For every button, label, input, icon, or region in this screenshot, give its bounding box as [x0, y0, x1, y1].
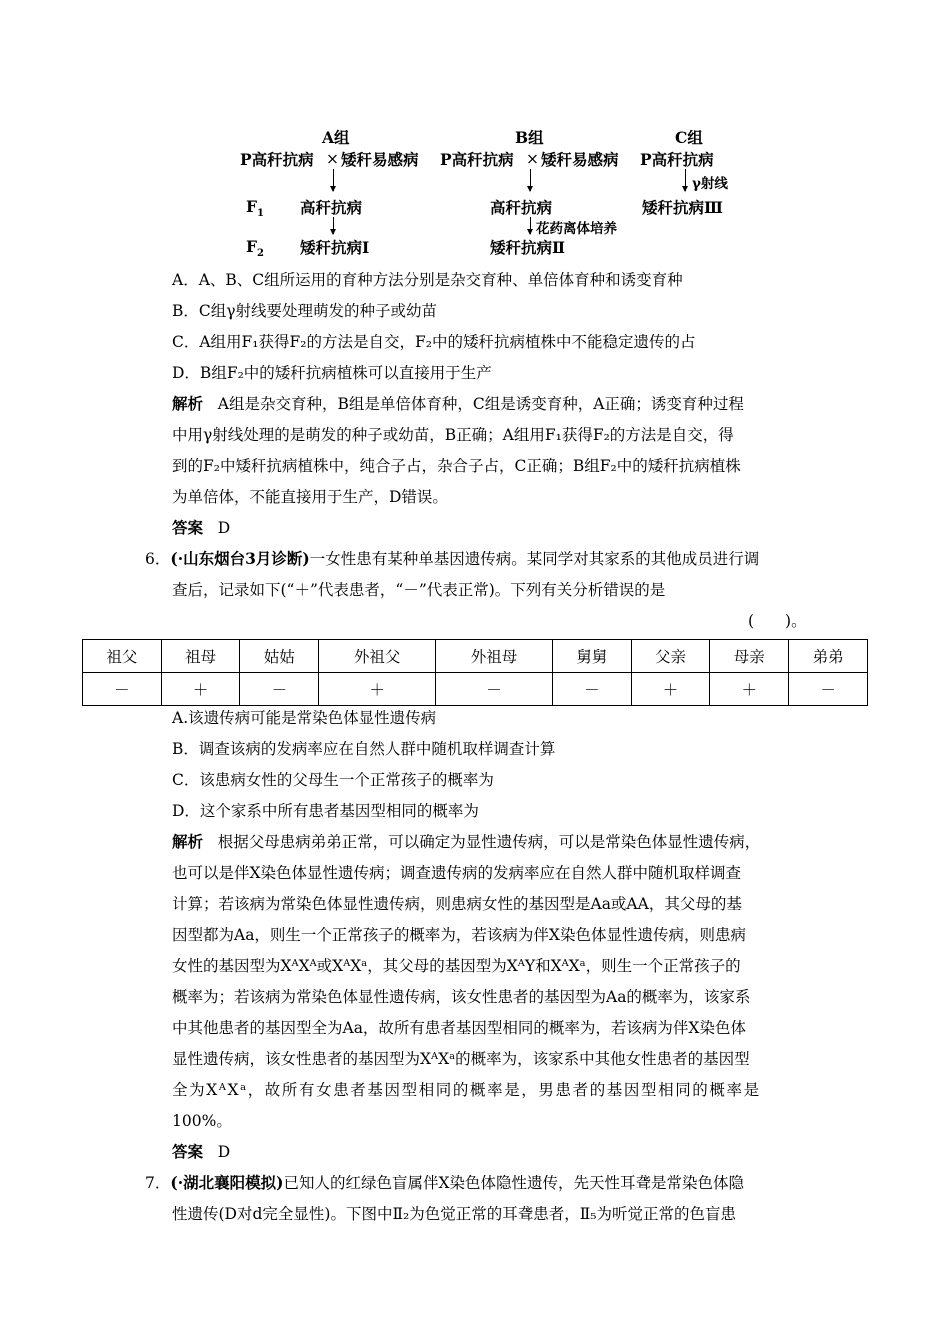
table-cell: ＋ [631, 673, 710, 706]
table-cell: － [83, 673, 162, 706]
table-cell: ＋ [161, 673, 240, 706]
table-cell: － [552, 673, 631, 706]
group-a-title: A组 [322, 128, 350, 147]
q6-option-a: A.该遗传病可能是常染色体显性遗传病 [172, 709, 437, 727]
table-header-cell: 祖父 [83, 640, 162, 673]
table-header-cell: 姑姑 [240, 640, 319, 673]
q6-analysis-line-10: 100%。 [172, 1112, 232, 1130]
q6-answer-blank: ( )。 [748, 612, 807, 630]
group-b-cross: × [526, 150, 539, 168]
q6-analysis-line-9: 全为XᴬXᵃ，故所有女患者基因型相同的概率是，男患者的基因型相同的概率是 [172, 1081, 761, 1099]
arrow-down-icon [530, 169, 531, 191]
q6-analysis-line-6: 概率为；若该病为常染色体显性遗传病，该女性患者的基因型为Aa的概率为，该家系 [172, 988, 751, 1006]
group-b-parent-right: 矮秆易感病 [541, 150, 619, 169]
group-b-parent-left: P高秆抗病 [440, 150, 514, 169]
group-a-parent-left: P高秆抗病 [240, 150, 314, 169]
q6-answer: 答案 D [172, 1142, 231, 1161]
q6-stem-line-1: 6．(·山东烟台3月诊断)一女性患有某种单基因遗传病。某同学对其家系的其他成员进行调 [145, 549, 760, 568]
q7-source: (·湖北襄阳模拟) [170, 1173, 284, 1192]
group-a-f1: 高秆抗病 [300, 198, 363, 217]
table-cell: ＋ [710, 673, 789, 706]
q5-answer: 答案 D [172, 518, 231, 537]
q6-option-b: B．调查该病的发病率应在自然人群中随机取样调查计算 [172, 740, 556, 758]
q7-stem-line-1: 7．(·湖北襄阳模拟)已知人的红绿色盲属伴X染色体隐性遗传，先天性耳聋是常染色体隐 [145, 1173, 744, 1192]
group-b-f2: 矮秆抗病Ⅱ [490, 238, 566, 257]
q5-analysis-line-3: 到的F₂中矮秆抗病植株中，纯合子占，杂合子占，C正确；B组F₂中的矮秆抗病植株 [172, 457, 741, 475]
group-a-cross: × [326, 150, 339, 168]
table-header-row [83, 640, 868, 673]
q6-option-c: C．该患病女性的父母生一个正常孩子的概率为 [172, 771, 494, 789]
table-cell: － [789, 673, 868, 706]
q6-option-d: D．这个家系中所有患者基因型相同的概率为 [172, 802, 479, 820]
table-header-cell: 舅舅 [552, 640, 631, 673]
q6-analysis-line-4: 因型都为Aa，则生一个正常孩子的概率为，若该病为伴X染色体显性遗传病，则患病 [172, 926, 746, 944]
q5-option-b: B．C组γ射线要处理萌发的种子或幼苗 [172, 302, 438, 320]
group-c-method: γ射线 [692, 176, 728, 192]
table-header-cell: 父亲 [631, 640, 710, 673]
q6-source: (·山东烟台3月诊断) [170, 549, 310, 568]
q6-analysis-line-1: 解析 根据父母患病弟弟正常，可以确定为显性遗传病，可以是常染色体显性遗传病， [172, 832, 761, 851]
q7-stem-line-2: 性遗传(D对d完全显性)。下图中Ⅱ₂为色觉正常的耳聋患者，Ⅱ₅为听觉正常的色盲患 [172, 1205, 736, 1223]
q6-analysis-line-8: 显性遗传病，该女性患者的基因型为XᴬXᵃ的概率为，该家系中其他女性患者的基因型 [172, 1050, 750, 1068]
q6-stem-line-2: 查后，记录如下(“＋”代表患者，“－”代表正常)。下列有关分析错误的是 [172, 581, 666, 599]
arrow-down-icon [333, 217, 334, 234]
group-a-parent-right: 矮秆易感病 [341, 150, 419, 169]
group-c-parent: P高秆抗病 [640, 150, 714, 169]
arrow-down-icon [685, 169, 686, 191]
group-c-title: C组 [675, 128, 703, 147]
group-c-result: 矮秆抗病Ⅲ [642, 198, 723, 217]
family-record-table [82, 639, 868, 706]
group-b-method: 花药离体培养 [536, 221, 617, 237]
table-header-cell: 弟弟 [789, 640, 868, 673]
f2-label: $F_2$ [246, 237, 264, 260]
group-b-title: B组 [515, 128, 544, 147]
q5-analysis-line-4: 为单倍体，不能直接用于生产，D错误。 [172, 488, 448, 506]
arrow-down-icon [530, 217, 531, 234]
q5-analysis-line-1: 解析 A组是杂交育种，B组是单倍体育种，C组是诱变育种，A正确；诱变育种过程 [172, 394, 744, 413]
table-header-cell: 母亲 [710, 640, 789, 673]
q6-analysis-line-5: 女性的基因型为XᴬXᴬ或XᴬXᵃ，其父母的基因型为XᴬY和XᴬXᵃ，则生一个正常孩子的 [172, 957, 741, 975]
table-header-cell: 外祖母 [436, 640, 553, 673]
table-header-cell: 外祖父 [319, 640, 436, 673]
q5-analysis-line-2: 中用γ射线处理的是萌发的种子或幼苗，B正确；A组用F₁获得F₂的方法是自交，得 [172, 426, 734, 444]
q5-option-c: C．A组用F₁获得F₂的方法是自交，F₂中的矮秆抗病植株中不能稳定遗传的占 [172, 333, 696, 351]
q6-analysis-line-2: 也可以是伴X染色体显性遗传病；调查遗传病的发病率应在自然人群中随机取样调查 [172, 864, 742, 882]
q6-analysis-line-7: 中其他患者的基因型全为Aa，故所有患者基因型相同的概率为，若该病为伴X染色体 [172, 1019, 746, 1037]
analysis-label: 解析 [172, 394, 204, 413]
group-a-f2: 矮秆抗病Ⅰ [300, 238, 370, 257]
group-b-f1: 高秆抗病 [490, 198, 553, 217]
table-cell: － [436, 673, 553, 706]
q6-analysis-line-3: 计算；若该病为常染色体显性遗传病，则患病女性的基因型是Aa或AA，其父母的基 [172, 895, 742, 913]
f1-label: $F_1$ [246, 197, 264, 220]
analysis-label: 解析 [172, 832, 204, 851]
q5-option-d: D．B组F₂中的矮秆抗病植株可以直接用于生产 [172, 364, 492, 382]
table-cell: ＋ [319, 673, 436, 706]
q5-option-a: A．A、B、C组所运用的育种方法分别是杂交育种、单倍体育种和诱变育种 [172, 271, 683, 289]
arrow-down-icon [333, 169, 334, 191]
table-cell: － [240, 673, 319, 706]
table-header-cell: 祖母 [161, 640, 240, 673]
table-row [83, 673, 868, 706]
